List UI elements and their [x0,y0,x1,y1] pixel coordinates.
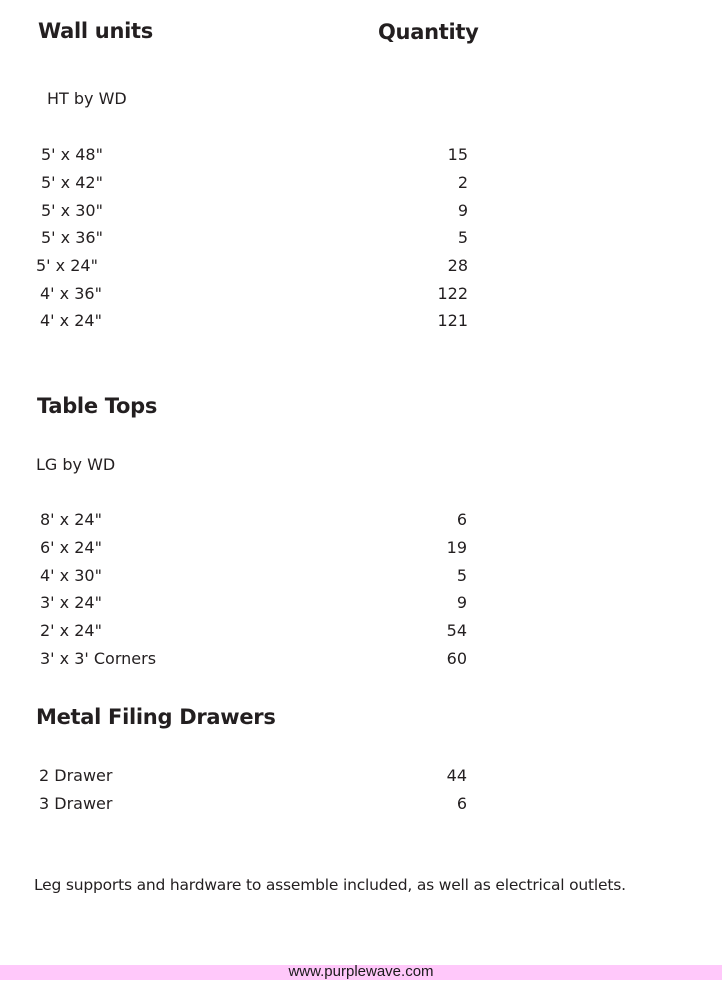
list-item-qty: 6 [456,510,467,529]
quantity-heading: Quantity [378,20,479,44]
list-item-size: 6' x 24" [40,538,102,557]
list-item-qty: 15 [447,145,468,164]
list-item-size: 3' x 3' Corners [40,649,157,668]
list-item-size: 4' x 24" [40,311,102,330]
list-item-size: 5' x 48" [41,145,103,164]
list-item-qty: 121 [437,311,468,330]
list-item-size: 4' x 30" [40,566,102,585]
list-item-qty: 44 [446,766,467,785]
list-item-qty: 28 [447,256,468,275]
list-item-size: 3' x 24" [40,593,102,612]
list-item-qty: 9 [457,201,468,220]
filing-drawers-heading: Metal Filing Drawers [36,705,276,729]
list-item-qty: 5 [457,228,468,247]
list-item-qty: 5 [456,566,467,585]
included-items-note: Leg supports and hardware to assemble included, as well as electrical outlets. [34,876,626,894]
list-item-qty: 2 [457,173,468,192]
list-item-qty: 54 [446,621,467,640]
list-item-size: 5' x 42" [41,173,103,192]
footer-url-link[interactable]: www.purplewave.com [288,963,434,980]
table-tops-dimension-label: LG by WD [36,455,116,474]
list-item-size: 5' x 24" [36,256,98,275]
wall-units-dimension-label: HT by WD [47,89,127,108]
list-item-size: 5' x 36" [41,228,103,247]
list-item-qty: 122 [437,284,468,303]
list-item-qty: 60 [446,649,467,668]
list-item-size: 5' x 30" [41,201,103,220]
list-item-size: 2' x 24" [40,621,102,640]
list-item-size: 8' x 24" [40,510,102,529]
list-item-qty: 9 [456,593,467,612]
list-item-size: 4' x 36" [40,284,102,303]
list-item-qty: 6 [456,794,467,813]
list-item-size: 3 Drawer [39,794,113,813]
wall-units-heading: Wall units [38,19,153,43]
list-item-qty: 19 [446,538,467,557]
table-tops-heading: Table Tops [37,394,158,418]
list-item-size: 2 Drawer [39,766,113,785]
